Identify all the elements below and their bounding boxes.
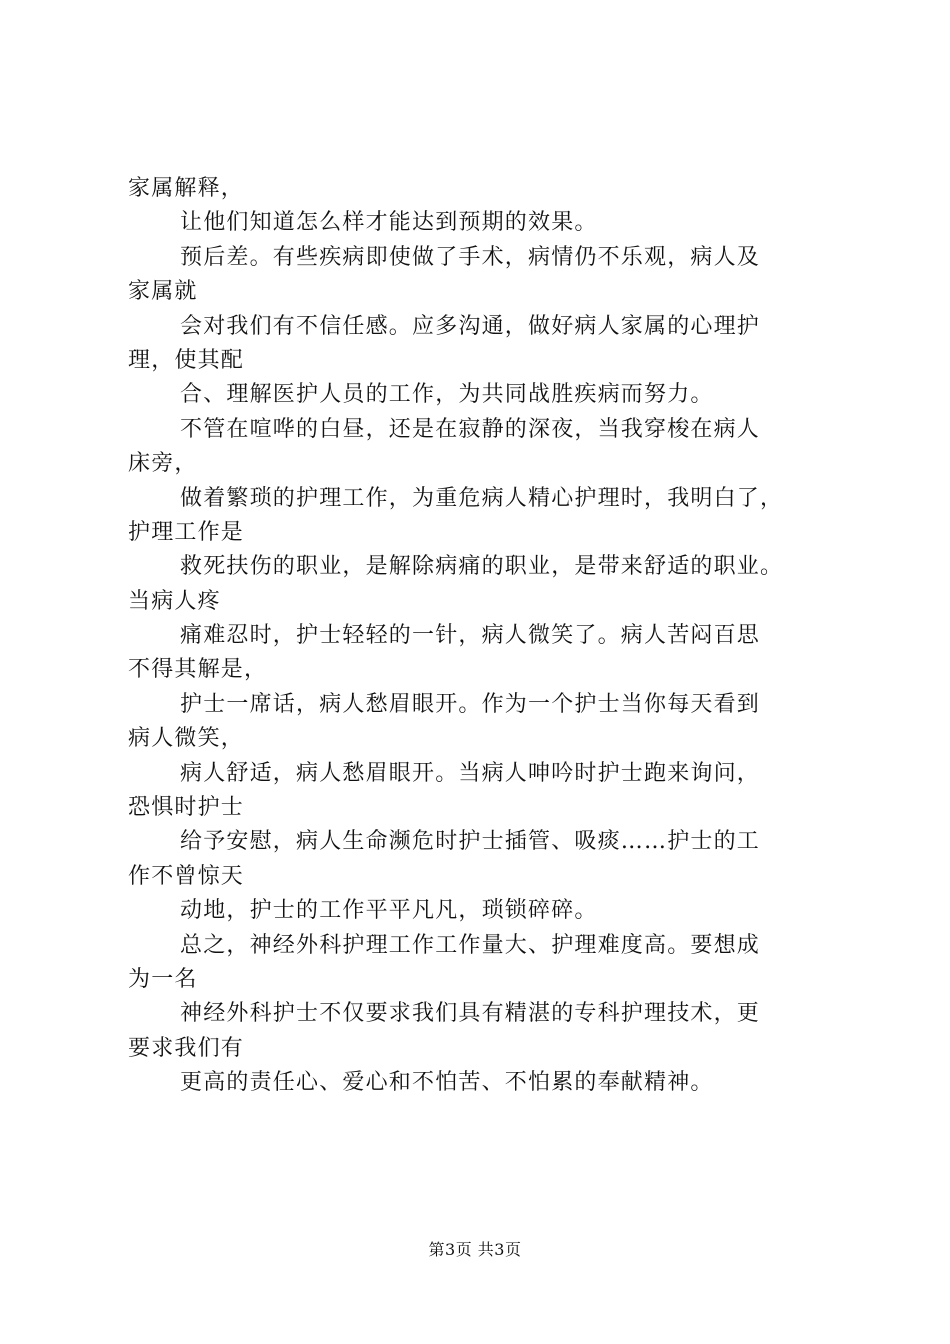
text-line: 总之，神经外科护理工作工作量大、护理难度高。要想成 [180,932,761,958]
text-line: 预后差。有些疾病即使做了手术，病情仍不乐观，病人及 [180,244,761,270]
text-line: 理，使其配 [128,347,245,373]
text-line: 动地，护士的工作平平凡凡，琐锁碎碎。 [180,898,598,924]
document-body [128,172,868,1101]
text-line: 护理工作是 [128,519,245,545]
text-line: 恐惧时护士 [128,795,245,821]
text-line: 合、理解医护人员的工作，为共同战胜疾病而努力。 [180,382,714,408]
text-line: 做着繁琐的护理工作，为重危病人精心护理时，我明白了， [180,485,784,511]
text-line: 不管在喧哗的白昼，还是在寂静的深夜，当我穿梭在病人 [180,416,761,442]
text-line: 让他们知道怎么样才能达到预期的效果。 [180,210,598,236]
text-line: 神经外科护士不仅要求我们具有精湛的专科护理技术，更 [180,1001,761,1027]
text-line: 病人微笑， [128,726,245,752]
text-line: 当病人疼 [128,588,221,614]
text-line: 病人舒适，病人愁眉眼开。当病人呻吟时护士跑来询问， [180,760,761,786]
text-line: 痛难忍时，护士轻轻的一针，病人微笑了。病人苦闷百思 [180,623,761,649]
text-line: 家属解释， [128,176,245,201]
text-line: 救死扶伤的职业，是解除病痛的职业，是带来舒适的职业。 [180,554,784,580]
text-line: 为一名 [128,966,198,992]
text-line: 床旁， [128,451,198,477]
text-line: 给予安慰，病人生命濒危时护士插管、吸痰……护士的工 [180,829,761,855]
text-line: 不得其解是， [128,657,268,683]
text-line: 作不曾惊天 [128,863,245,889]
text-line: 更高的责任心、爱心和不怕苦、不怕累的奉献精神。 [180,1070,714,1096]
page-number-footer: 第3页 共3页 [428,1240,522,1259]
text-line: 要求我们有 [128,1035,245,1061]
text-line: 家属就 [128,279,198,305]
text-line: 护士一席话，病人愁眉眼开。作为一个护士当你每天看到 [180,691,761,717]
text-line: 会对我们有不信任感。应多沟通，做好病人家属的心理护 [180,313,761,339]
